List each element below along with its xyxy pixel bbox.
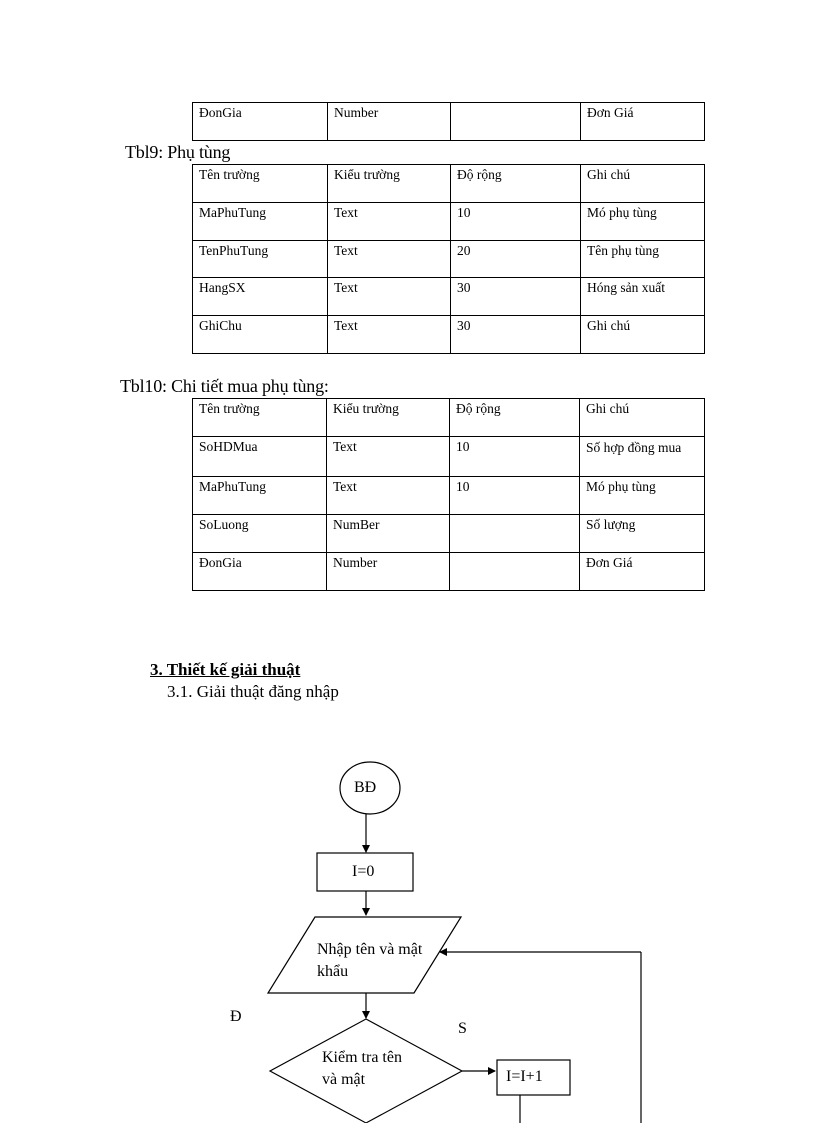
table-cell: 10 [450, 437, 580, 477]
table-cell: Ghi chú [581, 316, 705, 354]
table-cell: Mó phụ tùng [580, 477, 705, 515]
table-cell: Text [328, 241, 451, 278]
section-subheading: 3.1. Giải thuật đăng nhập [167, 682, 339, 701]
input-label: Nhập tên và mật khẩu [317, 941, 423, 980]
table-cell: Kiểu trường [327, 399, 450, 437]
tbl10-caption: Tbl10: Chi tiết mua phụ tùng: [120, 376, 329, 396]
table-cell: Mó phụ tùng [581, 203, 705, 241]
table-cell: TenPhuTung [193, 241, 328, 278]
table-cell: Text [328, 316, 451, 354]
table-cell: SoLuong [193, 515, 327, 553]
table-cell: Number [327, 553, 450, 591]
table-cell: 30 [451, 278, 581, 316]
table-cell: Tên phụ tùng [581, 241, 705, 278]
table-cell: Độ rộng [451, 165, 581, 203]
table-cell: Số hợp đồng mua [580, 437, 705, 477]
section-heading: 3. Thiết kế giải thuật [150, 660, 301, 679]
table-cell: NumBer [327, 515, 450, 553]
table-cell: Number [328, 103, 451, 141]
increment-label: I=I+1 [506, 1068, 543, 1085]
table-cell: GhiChu [193, 316, 328, 354]
table-cell: 20 [451, 241, 581, 278]
table-cell: Tên trường [193, 165, 328, 203]
table-cell: ĐonGia [193, 553, 327, 591]
table-cell: SoHDMua [193, 437, 327, 477]
table-cell: 10 [450, 477, 580, 515]
start-label: BĐ [354, 779, 377, 796]
table-cell: 30 [451, 316, 581, 354]
table-cell: Hóng sản xuất [581, 278, 705, 316]
no-label: S [458, 1020, 467, 1037]
table-cell: MaPhuTung [193, 477, 327, 515]
table-cell: HangSX [193, 278, 328, 316]
yes-label: Đ [230, 1008, 242, 1025]
table-cell: Text [328, 278, 451, 316]
table-cell: Độ rộng [450, 399, 580, 437]
table-cell: Text [327, 477, 450, 515]
table-cell: Text [327, 437, 450, 477]
table-cell: Tên trường [193, 399, 327, 437]
table-cell: Ghi chú [580, 399, 705, 437]
table-cell: Đơn Giá [580, 553, 705, 591]
table-cell: MaPhuTung [193, 203, 328, 241]
table-cell: Text [328, 203, 451, 241]
table-cell: ĐonGia [193, 103, 328, 141]
decision-label: Kiểm tra tên và mật [322, 1049, 402, 1088]
table-cell: Số lượng [580, 515, 705, 553]
table-cell: 10 [451, 203, 581, 241]
table-cell: Ghi chú [581, 165, 705, 203]
table-cell: Đơn Giá [581, 103, 705, 141]
tbl9-caption: Tbl9: Phụ tùng [125, 142, 231, 162]
table-cell: Kiểu trường [328, 165, 451, 203]
init-label: I=0 [352, 863, 375, 880]
